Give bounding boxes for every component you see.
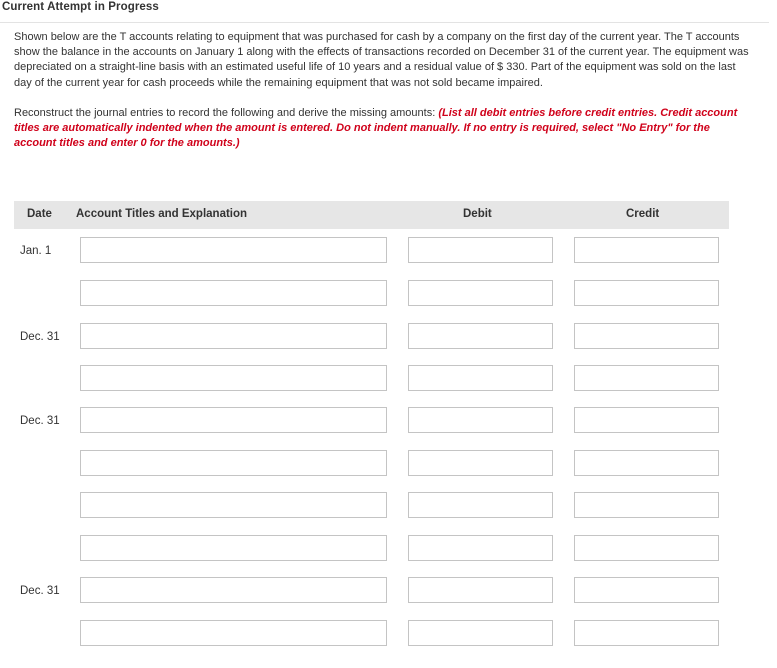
account-title-input[interactable]: [80, 407, 387, 433]
debit-amount-input[interactable]: [408, 535, 553, 561]
question-description: Shown below are the T accounts relating to equipment that was purchased for cash by a company on the first day of the current year. The T accounts show the balance in the accounts on January 1 along with the effects of transactions recorded on December 31 of the current year. The equipment was depreciated on a straight-line basis with an estimated useful life of 10 years and a residual value of $ 330. Part of the equipment was sold on the last day of the current year for cash proceeds while the remaining equipment that was not sold became impaired.: [14, 31, 749, 89]
debit-amount-input[interactable]: [408, 620, 553, 646]
credit-amount-input[interactable]: [574, 323, 719, 349]
journal-row: [0, 365, 777, 393]
journal-row: [0, 577, 777, 605]
journal-row: [0, 323, 777, 351]
debit-amount-input[interactable]: [408, 365, 553, 391]
credit-amount-input[interactable]: [574, 280, 719, 306]
journal-row: [0, 492, 777, 520]
journal-row: [0, 280, 777, 308]
journal-row: [0, 237, 777, 265]
row-date: Dec. 31: [20, 415, 60, 427]
account-title-input[interactable]: [80, 365, 387, 391]
question-instructions: [14, 30, 754, 151]
journal-row: [0, 535, 777, 563]
account-title-input[interactable]: [80, 620, 387, 646]
question-task: [14, 106, 754, 152]
page-header: [0, 0, 769, 23]
page-title: Current Attempt in Progress: [2, 1, 159, 13]
credit-amount-input[interactable]: [574, 577, 719, 603]
debit-amount-input[interactable]: [408, 280, 553, 306]
debit-amount-input[interactable]: [408, 450, 553, 476]
debit-amount-input[interactable]: [408, 237, 553, 263]
credit-amount-input[interactable]: [574, 365, 719, 391]
debit-amount-input[interactable]: [408, 492, 553, 518]
debit-amount-input[interactable]: [408, 577, 553, 603]
account-title-input[interactable]: [80, 323, 387, 349]
row-date: Dec. 31: [20, 331, 60, 343]
credit-amount-input[interactable]: [574, 535, 719, 561]
account-title-input[interactable]: [80, 237, 387, 263]
debit-amount-input[interactable]: [408, 407, 553, 433]
credit-amount-input[interactable]: [574, 450, 719, 476]
row-date: Dec. 31: [20, 585, 60, 597]
task-note: (List all debit entries before credit entries. Credit account titles are automatically indented when the amount is entered. Do not indent manually. If no entry is required, select "No Entry" for the account titles and enter 0 for the amounts.): [14, 106, 738, 150]
credit-column-header: Credit: [626, 208, 660, 220]
debit-column-header: Debit: [463, 208, 492, 220]
credit-amount-input[interactable]: [574, 620, 719, 646]
credit-amount-input[interactable]: [574, 407, 719, 433]
task-text: Reconstruct the journal entries to record the following and derive the missing amounts:: [14, 106, 439, 119]
journal-table-header: [14, 201, 729, 229]
credit-amount-input[interactable]: [574, 237, 719, 263]
credit-amount-input[interactable]: [574, 492, 719, 518]
debit-amount-input[interactable]: [408, 323, 553, 349]
account-column-header: Account Titles and Explanation: [76, 208, 248, 220]
journal-row: [0, 407, 777, 435]
row-date: Jan. 1: [20, 245, 52, 257]
journal-row: [0, 450, 777, 478]
journal-row: [0, 620, 777, 648]
account-title-input[interactable]: [80, 450, 387, 476]
account-title-input[interactable]: [80, 577, 387, 603]
date-column-header: Date: [27, 208, 52, 220]
account-title-input[interactable]: [80, 535, 387, 561]
account-title-input[interactable]: [80, 280, 387, 306]
account-title-input[interactable]: [80, 492, 387, 518]
